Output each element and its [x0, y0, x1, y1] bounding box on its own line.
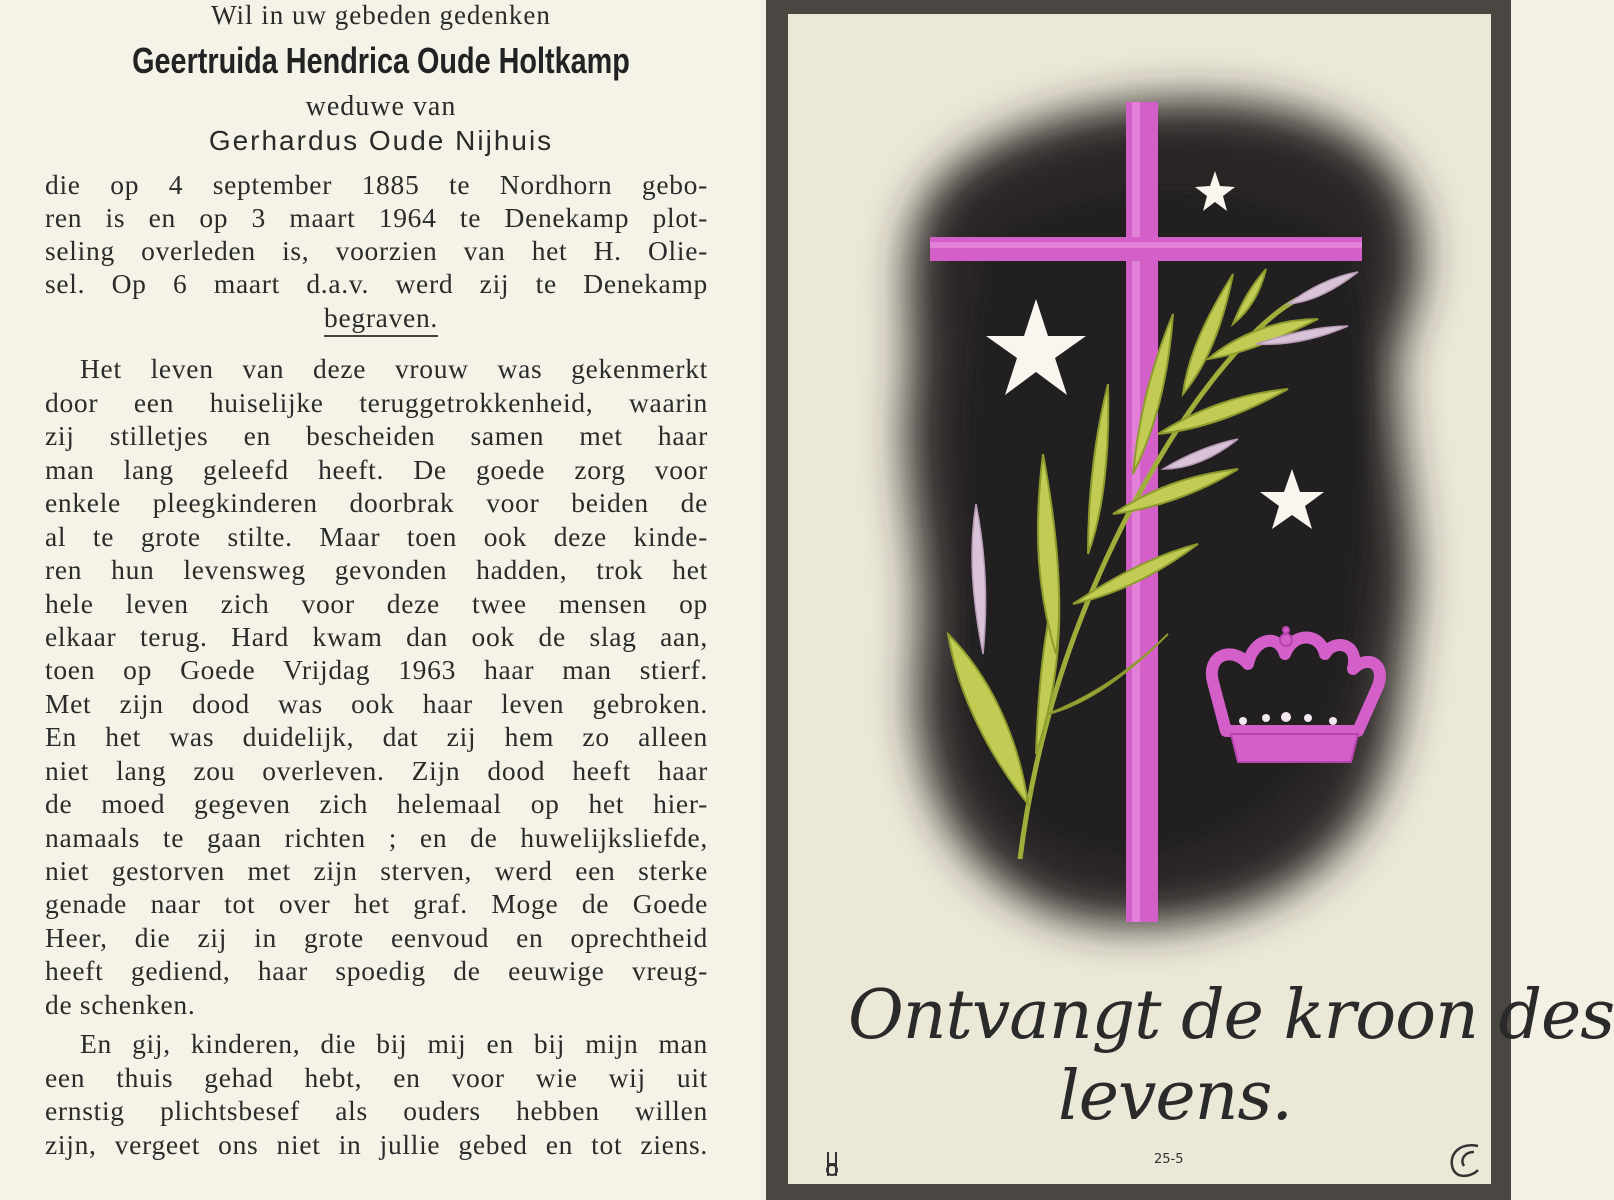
life-line: Met zijn dood was ook haar leven gebroken. — [45, 688, 708, 719]
birth-line: seling overleden is, voorzien van het H. Olie- — [45, 235, 708, 266]
life-line: hele leven zich voor deze twee mensen op — [45, 588, 708, 619]
publisher-mark — [1452, 1145, 1478, 1176]
children-line: ernstig plichtsbesef als ouders hebben willen — [45, 1095, 708, 1126]
life-line: man lang geleefd heeft. De goede zorg voor — [45, 454, 708, 485]
intro-line: Wil in uw gebeden gedenken — [211, 0, 551, 30]
motto-line: levens. — [1058, 1057, 1292, 1136]
card-face — [788, 14, 1614, 1184]
birth-line: sel. Op 6 maart d.a.v. werd zij te Denekamp — [45, 268, 708, 299]
life-line: Heer, die zij in grote eenvoud en oprechtheid — [45, 922, 708, 953]
life-line: ren hun levensweg gevonden hadden, trok het — [45, 554, 708, 585]
artist-monogram — [827, 1152, 837, 1176]
widow-line: weduwe van — [305, 91, 457, 122]
children-line: een thuis gehad hebt, en voor wie wij uit — [45, 1062, 708, 1093]
life-line: En het was duidelijk, dat zij hem zo alleen — [45, 721, 708, 752]
birth-line: die op 4 september 1885 te Nordhorn gebo- — [45, 169, 708, 200]
deceased-name: Geertruida Hendrica Oude Holtkamp — [132, 40, 630, 81]
husband-name: Gerhardus Oude Nijhuis — [208, 125, 554, 156]
life-line: al te grote stilte. Maar toen ook deze kinde- — [45, 521, 708, 552]
life-line: zij stilletjes en bescheiden samen met haar — [45, 420, 708, 451]
life-line: namaals te gaan richten ; en de huwelijksliefde, — [45, 822, 708, 853]
life-line: toen op Goede Vrijdag 1963 haar man stierf. — [45, 654, 708, 685]
motto-line: Ontvangt de kroon des — [848, 976, 1614, 1055]
buried-line — [0, 302, 762, 334]
life-line: door een huiselijke teruggetrokkenheid, waarin — [45, 387, 708, 418]
life-line: genade naar tot over het graf. Moge de Goede — [45, 888, 708, 919]
life-line: niet lang zou overleven. Zijn dood heeft haar — [45, 755, 708, 786]
life-line: niet gestorven met zijn sterven, werd een sterke — [45, 855, 708, 886]
children-line: En gij, kinderen, die bij mij en bij mijn man — [80, 1028, 708, 1059]
life-line: de schenken. — [45, 989, 196, 1020]
devotional-card — [766, 0, 1614, 1200]
buried-text: begraven. — [324, 302, 438, 337]
memorial-text-page — [0, 0, 762, 1200]
life-line: enkele pleegkinderen doorbrak voor beiden de — [45, 487, 708, 518]
card-code: 25-5 — [1154, 1152, 1184, 1167]
life-line: elkaar terug. Hard kwam dan ook de slag aan, — [45, 621, 708, 652]
children-line: zijn, vergeet ons niet in jullie gebed en tot ziens. — [45, 1129, 708, 1160]
life-line: Het leven van deze vrouw was gekenmerkt — [80, 353, 708, 384]
life-line: de moed gegeven zich helemaal op het hier- — [45, 788, 708, 819]
life-line: heeft gediend, haar spoedig de eeuwige vreug- — [45, 955, 708, 986]
birth-line: ren is en op 3 maart 1964 te Denekamp plot- — [45, 202, 708, 233]
